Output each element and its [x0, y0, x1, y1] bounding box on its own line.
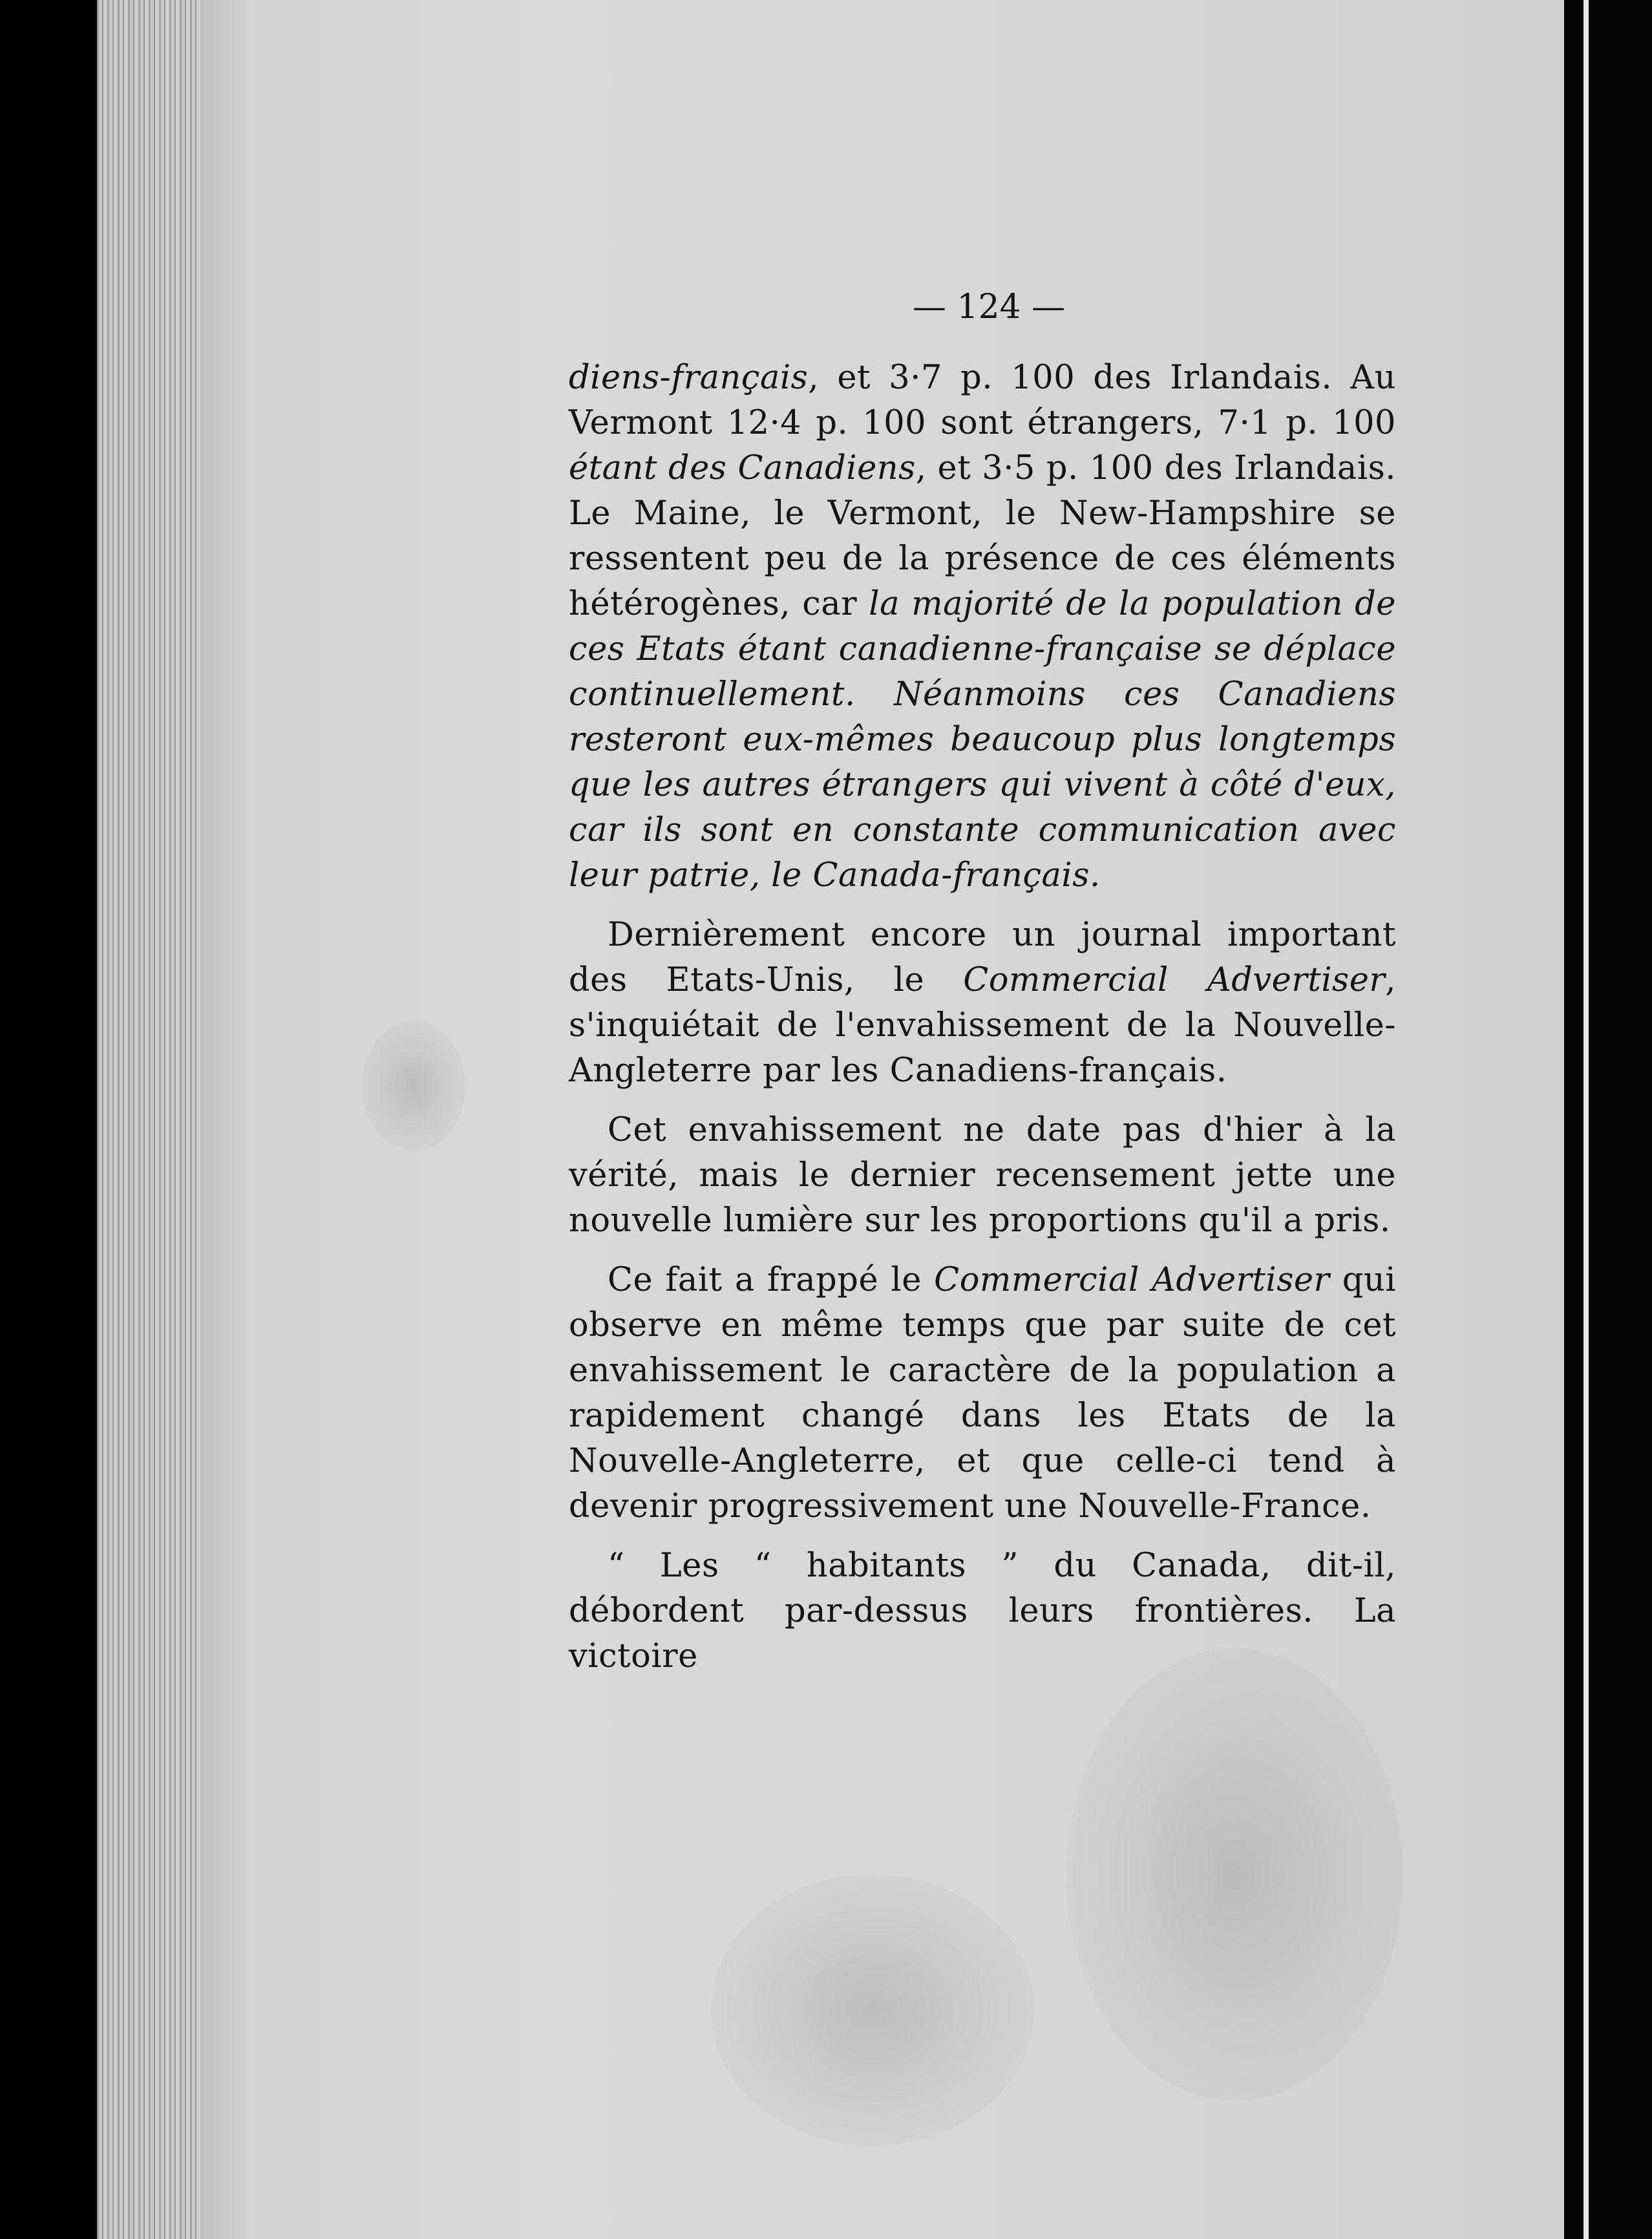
text-segment: Ce fait a frappé le — [608, 1261, 935, 1299]
page-number: — 124 — — [912, 288, 1066, 326]
text-segment: , et 3·7 p. 100 des Irlandais. Au Vermont 12·4 p. 100 sont étrangers, 7·1 p. 100 — [569, 359, 1396, 442]
paragraph — [569, 1258, 1396, 1529]
text-segment: , s'inquiétait de l'envahissement de la Nouvelle-Angleterre par les Canadiens-français. — [569, 961, 1397, 1090]
text-segment: qui observe en même temps que par suite de cet envahissement le caractère de la population a rapidement changé dans les Etats de la Nouvelle-Angleterre, et que celle-ci tend à devenir progressivement une Nouvelle-France. — [569, 1261, 1397, 1525]
italic-text-segment: diens-français — [569, 359, 809, 397]
text-segment: , et 3·5 p. 100 des Irlandais. Le Maine, le Vermont, le New-Hampshire se ressentent peu de la présence de ces éléments hétérogènes, car — [569, 449, 1396, 623]
italic-text-segment: la majorité de la population de ces Etats étant canadienne-française se déplace continuellement. Néanmoins ces Canadiens resteront eux-mêmes beaucoup plus longtemps que les autres étrangers qui vivent à côté d'eux, car ils sont en constante communication avec leur patrie, le Canada-français. — [569, 585, 1396, 895]
italic-text-segment: Commercial Advertiser — [934, 1261, 1330, 1299]
italic-text-segment: étant des Canadiens — [569, 449, 916, 487]
stain-mark — [1066, 1648, 1403, 2101]
body-text — [569, 284, 1396, 1679]
right-scan-margin — [1564, 0, 1652, 2239]
text-segment: Dernièrement encore un journal important des Etats-Unis, le — [569, 916, 1396, 999]
stain-mark — [362, 1021, 465, 1151]
paragraph — [569, 1108, 1396, 1244]
paragraph — [569, 913, 1396, 1094]
stain-mark — [711, 1874, 1034, 2146]
paragraph — [569, 1544, 1396, 1679]
italic-text-segment: Commercial Advertiser — [963, 961, 1386, 999]
paragraph — [569, 355, 1396, 898]
right-scan-line — [1583, 0, 1589, 2239]
text-segment: Cet envahissement ne date pas d'hier à la vérité, mais le dernier recensement jette une nouvelle lumière sur les proportions qu'il a pris. — [569, 1111, 1396, 1240]
text-segment: “ Les “ habitants ” du Canada, dit-il, débordent par-dessus leurs frontières. La victoire — [569, 1547, 1396, 1675]
binding-edge — [97, 0, 200, 2239]
binding-shadow — [200, 0, 252, 2239]
